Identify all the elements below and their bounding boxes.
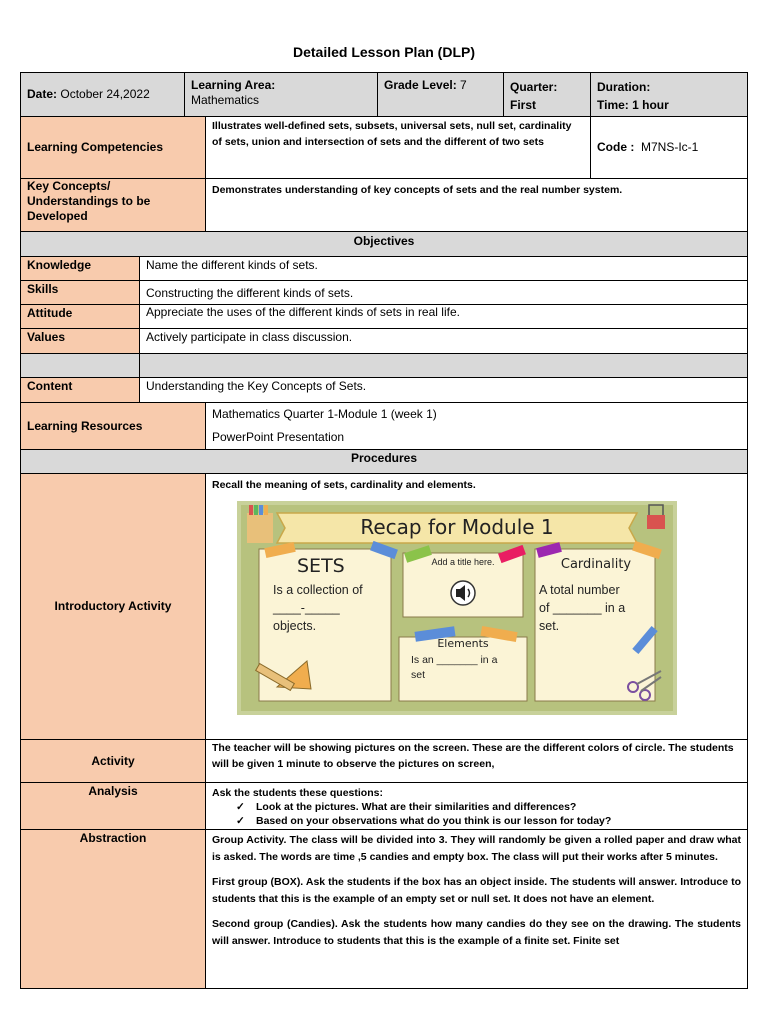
resources-line-1: Mathematics Quarter 1-Module 1 (week 1) <box>212 407 437 421</box>
duration-value: Time: 1 hour <box>597 98 669 112</box>
date-cell <box>20 72 185 117</box>
abstraction-cell <box>205 829 748 989</box>
slide-cardinality-body <box>539 581 655 635</box>
analysis-intro: Ask the students these questions: <box>212 787 383 799</box>
learning-area-value: Mathematics <box>191 93 260 107</box>
slide-sets-title: SETS <box>297 555 345 577</box>
code-label: Code : <box>597 140 635 154</box>
document-title: Detailed Lesson Plan (DLP) <box>292 44 476 60</box>
slide-elements-line-1: Is an _______ in a <box>411 654 498 666</box>
date-label: Date: <box>27 87 58 101</box>
competencies-text: Illustrates well-defined sets, subsets, universal sets, null set, cardinality of sets, union and intersection of sets and the different of two sets <box>205 116 591 179</box>
slide-cardinality-line-1: A total number <box>539 583 620 597</box>
slide-sets-body <box>273 581 391 635</box>
grade-level-cell <box>377 72 504 117</box>
learning-area-cell <box>184 72 378 117</box>
objective-text-attitude: Appreciate the uses of the different kinds of sets in real life. <box>139 304 748 329</box>
slide-cardinality-title: Cardinality <box>560 557 632 572</box>
slide-cardinality-line-2: of _______ in a <box>539 601 626 615</box>
objective-label-knowledge: Knowledge <box>20 256 140 281</box>
objective-label-values: Values <box>20 328 140 354</box>
learning-area-label: Learning Area: <box>191 78 276 92</box>
grade-level-label: Grade Level: <box>384 78 457 92</box>
duration-cell <box>590 72 748 117</box>
recap-slide-image <box>237 501 677 715</box>
slide-sets-line-2: ____-_____ <box>273 601 340 615</box>
slide-elements-title: Elements <box>437 637 489 650</box>
resources-label: Learning Resources <box>20 402 206 450</box>
objective-label-attitude: Attitude <box>20 304 140 329</box>
key-concepts-text: Demonstrates understanding of key concepts of sets and the real number system. <box>205 178 748 232</box>
activity-label: Activity <box>20 739 206 783</box>
abstraction-paragraph-1: Group Activity. The class will be divided into 3. They will randomly be given a rolled paper and draw what is asked. The words are time ,5 candies and empty box. The class will put their works after 5 minutes. <box>212 834 741 863</box>
code-cell <box>590 116 748 179</box>
slide-middle-title: Add a title here. <box>431 557 495 567</box>
slide-title: Recap for Module 1 <box>360 515 554 539</box>
analysis-question-2: ✓ Based on your observations what do you think is our lesson for today? <box>236 814 741 828</box>
objective-text-skills: Constructing the different kinds of sets. <box>139 280 748 305</box>
date-value: October 24,2022 <box>60 87 150 101</box>
key-concepts-label: Key Concepts/ Understandings to be Developed <box>20 178 206 232</box>
slide-sets-line-3: objects. <box>273 619 317 633</box>
abstraction-label: Abstraction <box>20 829 206 989</box>
analysis-cell <box>205 782 748 830</box>
analysis-question-1: ✓ Look at the pictures. What are their similarities and differences? <box>236 800 741 814</box>
content-label: Content <box>20 377 140 403</box>
quarter-value: First <box>510 98 537 112</box>
slide-elements-line-2: set <box>411 669 426 681</box>
abstraction-paragraph-3: Second group (Candies). Ask the students how many candies do they see on the drawing. The students will answer. Introduce to students that this is the example of a finite set. Finite set <box>212 918 741 947</box>
objective-label-skills: Skills <box>20 280 140 305</box>
quarter-cell <box>503 72 591 117</box>
intro-activity-label: Introductory Activity <box>20 473 206 740</box>
intro-activity-text: Recall the meaning of sets, cardinality and elements. <box>212 479 476 491</box>
analysis-label: Analysis <box>20 782 206 830</box>
resources-cell <box>205 402 748 450</box>
slide-cardinality-line-3: set. <box>539 619 560 633</box>
slide-elements-body <box>411 653 525 683</box>
duration-label: Duration: <box>597 80 651 94</box>
objective-text-values: Actively participate in class discussion. <box>139 328 748 354</box>
objective-text-knowledge: Name the different kinds of sets. <box>139 256 748 281</box>
quarter-label: Quarter: <box>510 80 558 94</box>
content-text: Understanding the Key Concepts of Sets. <box>139 377 748 403</box>
competencies-label: Learning Competencies <box>20 116 206 179</box>
slide-sets-line-1: Is a collection of <box>273 583 363 597</box>
spacer-label-cell <box>20 353 140 378</box>
objectives-heading: Objectives <box>20 231 748 257</box>
resources-line-2: PowerPoint Presentation <box>212 430 345 444</box>
procedures-heading: Procedures <box>20 449 748 474</box>
abstraction-paragraph-2: First group (BOX). Ask the students if the box has an object inside. The students will answer. Introduce to students that this is the example of an empty set or null set. It does not have an element. <box>212 876 741 905</box>
activity-text: The teacher will be showing pictures on the screen. These are the different colors of circle. The students will be given 1 minute to observe the pictures on screen, <box>205 739 748 783</box>
code-value: M7NS-Ic-1 <box>641 140 699 154</box>
spacer-text-cell <box>139 353 748 378</box>
grade-level-value: 7 <box>460 78 467 92</box>
